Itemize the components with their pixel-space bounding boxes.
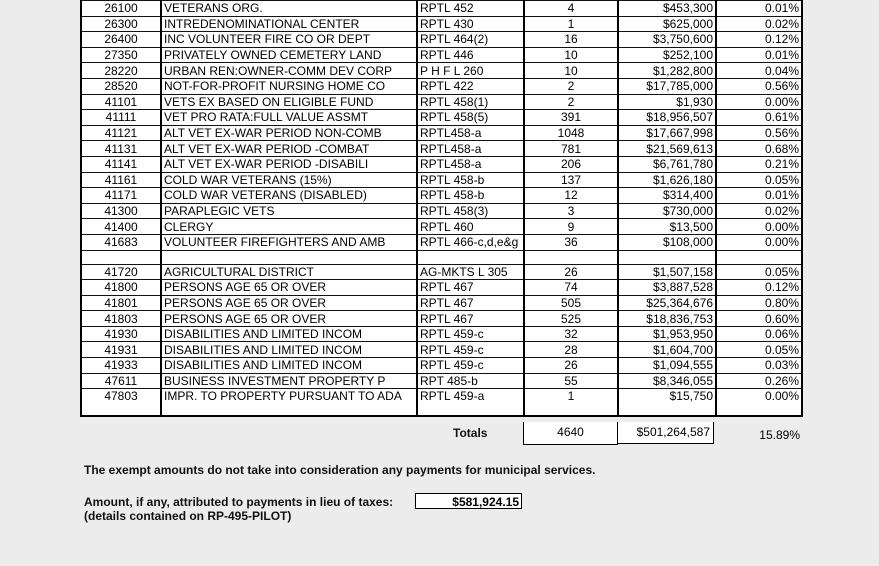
exempt-value-cell: $1,094,555 <box>618 358 716 374</box>
exempt-amounts-note: The exempt amounts do not take into consideration any payments for municipal services. <box>84 463 596 477</box>
exemption-code-cell: 41101 <box>81 94 161 110</box>
percent-of-value-cell: 0.01% <box>716 188 802 204</box>
percent-of-value-cell: 0.05% <box>716 264 802 280</box>
table-row <box>81 125 802 141</box>
percent-of-value-cell: 0.12% <box>716 32 802 48</box>
exemption-description-cell <box>161 250 417 264</box>
percent-of-value-cell: 0.02% <box>716 203 802 219</box>
statutory-authority-cell: RPTL 452 <box>417 1 524 17</box>
statutory-authority-cell: RPTL 459-c <box>417 326 524 342</box>
exemption-description-cell: VETS EX BASED ON ELIGIBLE FUND <box>161 94 417 110</box>
table-row <box>81 78 802 94</box>
pilot-label-line1: Amount, if any, attributed to payments in lieu of taxes: <box>84 495 394 509</box>
statutory-authority-cell: RPTL 460 <box>417 219 524 235</box>
table-row <box>81 110 802 126</box>
parcel-count-cell: 1 <box>524 16 618 32</box>
table-row <box>81 141 802 157</box>
exemption-code-cell: 41111 <box>81 110 161 126</box>
exemption-code-cell: 41720 <box>81 264 161 280</box>
exemption-description-cell: PERSONS AGE 65 OR OVER <box>161 295 417 311</box>
exempt-value-cell: $6,761,780 <box>618 156 716 172</box>
exemption-table-wrapper <box>80 0 801 417</box>
statutory-authority-cell: AG-MKTS L 305 <box>417 264 524 280</box>
statutory-authority-cell: RPTL 446 <box>417 47 524 63</box>
exemption-code-cell: 26300 <box>81 16 161 32</box>
table-row <box>81 94 802 110</box>
statutory-authority-cell: RPT 485-b <box>417 373 524 389</box>
exempt-value-cell: $8,346,055 <box>618 373 716 389</box>
percent-of-value-cell: 0.01% <box>716 1 802 17</box>
parcel-count-cell: 16 <box>524 32 618 48</box>
exemption-description-cell: ALT VET EX-WAR PERIOD -DISABILI <box>161 156 417 172</box>
exemption-table <box>80 0 803 417</box>
exempt-value-cell: $18,836,753 <box>618 311 716 327</box>
table-row <box>81 358 802 374</box>
table-row <box>81 295 802 311</box>
table-row <box>81 280 802 296</box>
percent-of-value-cell: 0.56% <box>716 78 802 94</box>
parcel-count-cell: 2 <box>524 78 618 94</box>
exemption-code-cell: 27350 <box>81 47 161 63</box>
exempt-value-cell: $1,930 <box>618 94 716 110</box>
statutory-authority-cell: RPTL458-a <box>417 141 524 157</box>
exemption-code-cell: 26100 <box>81 1 161 17</box>
exemption-description-cell: PERSONS AGE 65 OR OVER <box>161 280 417 296</box>
table-row <box>81 373 802 389</box>
statutory-authority-cell: RPTL 459-c <box>417 342 524 358</box>
percent-of-value-cell: 0.26% <box>716 373 802 389</box>
statutory-authority-cell: RPTL 458-b <box>417 172 524 188</box>
exemption-description-cell: NOT-FOR-PROFIT NURSING HOME CO <box>161 78 417 94</box>
exemption-description-cell: COLD WAR VETERANS (15%) <box>161 172 417 188</box>
totals-label: Totals <box>453 426 488 440</box>
parcel-count-cell: 1048 <box>524 125 618 141</box>
table-row <box>81 389 802 417</box>
parcel-count-cell: 206 <box>524 156 618 172</box>
exemption-code-cell: 41930 <box>81 326 161 342</box>
exemption-description-cell: INTREDENOMINATIONAL CENTER <box>161 16 417 32</box>
exemption-description-cell: ALT VET EX-WAR PERIOD -COMBAT <box>161 141 417 157</box>
exemption-code-cell: 28220 <box>81 63 161 79</box>
exempt-value-cell: $17,785,000 <box>618 78 716 94</box>
exemption-code-cell: 47611 <box>81 373 161 389</box>
table-row <box>81 63 802 79</box>
exempt-value-cell: $1,282,800 <box>618 63 716 79</box>
table-row <box>81 219 802 235</box>
percent-of-value-cell: 0.00% <box>716 389 802 417</box>
exemption-description-cell: BUSINESS INVESTMENT PROPERTY P <box>161 373 417 389</box>
parcel-count-cell: 26 <box>524 264 618 280</box>
exemption-code-cell: 41300 <box>81 203 161 219</box>
parcel-count-cell: 10 <box>524 63 618 79</box>
pilot-label <box>84 495 393 523</box>
table-row <box>81 326 802 342</box>
exemption-code-cell: 41171 <box>81 188 161 204</box>
parcel-count-cell: 3 <box>524 203 618 219</box>
exempt-value-cell: $1,507,158 <box>618 264 716 280</box>
percent-of-value-cell <box>716 250 802 264</box>
parcel-count-cell: 2 <box>524 94 618 110</box>
statutory-authority-cell <box>417 250 524 264</box>
exempt-value-cell: $13,500 <box>618 219 716 235</box>
statutory-authority-cell: RPTL 458-b <box>417 188 524 204</box>
exempt-value-cell: $1,604,700 <box>618 342 716 358</box>
parcel-count-cell: 26 <box>524 358 618 374</box>
parcel-count-cell: 525 <box>524 311 618 327</box>
exemption-description-cell: VOLUNTEER FIREFIGHTERS AND AMB <box>161 234 417 250</box>
exempt-value-cell: $15,750 <box>618 389 716 417</box>
pilot-amount-value: $581,924.15 <box>415 493 522 509</box>
percent-of-value-cell: 0.00% <box>716 234 802 250</box>
exemption-code-cell: 41803 <box>81 311 161 327</box>
statutory-authority-cell: RPTL 422 <box>417 78 524 94</box>
statutory-authority-cell: RPTL 467 <box>417 295 524 311</box>
statutory-authority-cell: RPTL 467 <box>417 311 524 327</box>
exempt-value-cell: $25,364,676 <box>618 295 716 311</box>
parcel-count-cell: 12 <box>524 188 618 204</box>
table-row <box>81 172 802 188</box>
parcel-count-cell: 9 <box>524 219 618 235</box>
exemption-table-body <box>81 1 802 417</box>
exempt-value-cell: $3,750,600 <box>618 32 716 48</box>
statutory-authority-cell: RPTL 459-a <box>417 389 524 417</box>
totals-parcels: 4640 <box>523 422 618 445</box>
exemption-code-cell: 26400 <box>81 32 161 48</box>
percent-of-value-cell: 0.03% <box>716 358 802 374</box>
table-row <box>81 342 802 358</box>
exemption-code-cell: 41400 <box>81 219 161 235</box>
exemption-description-cell: AGRICULTURAL DISTRICT <box>161 264 417 280</box>
exemption-code-cell: 28520 <box>81 78 161 94</box>
percent-of-value-cell: 0.05% <box>716 172 802 188</box>
statutory-authority-cell: RPTL 459-c <box>417 358 524 374</box>
exemption-code-cell: 41933 <box>81 358 161 374</box>
exemption-code-cell: 41800 <box>81 280 161 296</box>
parcel-count-cell: 137 <box>524 172 618 188</box>
parcel-count-cell: 781 <box>524 141 618 157</box>
exemption-code-cell: 41141 <box>81 156 161 172</box>
statutory-authority-cell: RPTL 466-c,d,e&g <box>417 234 524 250</box>
parcel-count-cell: 32 <box>524 326 618 342</box>
percent-of-value-cell: 0.00% <box>716 94 802 110</box>
exemption-description-cell: DISABILITIES AND LIMITED INCOM <box>161 358 417 374</box>
exempt-value-cell: $17,667,998 <box>618 125 716 141</box>
exemption-code-cell: 41931 <box>81 342 161 358</box>
exemption-code-cell: 41161 <box>81 172 161 188</box>
exemption-description-cell: ALT VET EX-WAR PERIOD NON-COMB <box>161 125 417 141</box>
parcel-count-cell: 391 <box>524 110 618 126</box>
parcel-count-cell: 1 <box>524 389 618 417</box>
statutory-authority-cell: RPTL 464(2) <box>417 32 524 48</box>
table-row <box>81 234 802 250</box>
totals-value: $501,264,587 <box>617 422 714 444</box>
exempt-value-cell: $625,000 <box>618 16 716 32</box>
exemption-code-cell: 47803 <box>81 389 161 417</box>
percent-of-value-cell: 0.00% <box>716 219 802 235</box>
exemption-description-cell: IMPR. TO PROPERTY PURSUANT TO ADA <box>161 389 417 417</box>
percent-of-value-cell: 0.05% <box>716 342 802 358</box>
percent-of-value-cell: 0.21% <box>716 156 802 172</box>
statutory-authority-cell: RPTL458-a <box>417 156 524 172</box>
exempt-value-cell: $3,887,528 <box>618 280 716 296</box>
statutory-authority-cell: RPTL 458(5) <box>417 110 524 126</box>
table-row <box>81 188 802 204</box>
exemption-description-cell: COLD WAR VETERANS (DISABLED) <box>161 188 417 204</box>
table-row <box>81 311 802 327</box>
percent-of-value-cell: 0.56% <box>716 125 802 141</box>
exemption-code-cell: 41131 <box>81 141 161 157</box>
percent-of-value-cell: 0.12% <box>716 280 802 296</box>
exemption-description-cell: VETERANS ORG. <box>161 1 417 17</box>
exempt-value-cell: $314,400 <box>618 188 716 204</box>
exemption-description-cell: URBAN REN:OWNER-COMM DEV CORP <box>161 63 417 79</box>
percent-of-value-cell: 0.61% <box>716 110 802 126</box>
statutory-authority-cell: RPTL458-a <box>417 125 524 141</box>
table-row <box>81 203 802 219</box>
statutory-authority-cell: RPTL 430 <box>417 16 524 32</box>
percent-of-value-cell: 0.68% <box>716 141 802 157</box>
exemption-description-cell: CLERGY <box>161 219 417 235</box>
exempt-value-cell: $453,300 <box>618 1 716 17</box>
percent-of-value-cell: 0.02% <box>716 16 802 32</box>
parcel-count-cell: 55 <box>524 373 618 389</box>
parcel-count-cell <box>524 250 618 264</box>
percent-of-value-cell: 0.01% <box>716 47 802 63</box>
exemption-code-cell <box>81 250 161 264</box>
statutory-authority-cell: RPTL 458(3) <box>417 203 524 219</box>
exemption-code-cell: 41121 <box>81 125 161 141</box>
exempt-value-cell: $1,953,950 <box>618 326 716 342</box>
exemption-code-cell: 41801 <box>81 295 161 311</box>
totals-percent: 15.89% <box>759 428 800 442</box>
parcel-count-cell: 36 <box>524 234 618 250</box>
table-row <box>81 47 802 63</box>
parcel-count-cell: 10 <box>524 47 618 63</box>
table-row <box>81 16 802 32</box>
exemption-description-cell: PARAPLEGIC VETS <box>161 203 417 219</box>
exemption-description-cell: DISABILITIES AND LIMITED INCOM <box>161 342 417 358</box>
parcel-count-cell: 4 <box>524 1 618 17</box>
exempt-value-cell: $18,956,507 <box>618 110 716 126</box>
exempt-value-cell: $108,000 <box>618 234 716 250</box>
exemption-description-cell: PERSONS AGE 65 OR OVER <box>161 311 417 327</box>
table-row-blank <box>81 250 802 264</box>
exemption-description-cell: DISABILITIES AND LIMITED INCOM <box>161 326 417 342</box>
percent-of-value-cell: 0.60% <box>716 311 802 327</box>
pilot-label-line2: (details contained on RP-495-PILOT) <box>84 509 292 523</box>
exempt-value-cell: $1,626,180 <box>618 172 716 188</box>
table-row <box>81 1 802 17</box>
exempt-value-cell: $21,569,613 <box>618 141 716 157</box>
table-row <box>81 156 802 172</box>
statutory-authority-cell: RPTL 467 <box>417 280 524 296</box>
exemption-code-cell: 41683 <box>81 234 161 250</box>
table-row <box>81 264 802 280</box>
exempt-value-cell <box>618 250 716 264</box>
percent-of-value-cell: 0.80% <box>716 295 802 311</box>
statutory-authority-cell: P H F L 260 <box>417 63 524 79</box>
statutory-authority-cell: RPTL 458(1) <box>417 94 524 110</box>
exemption-description-cell: VET PRO RATA:FULL VALUE ASSMT <box>161 110 417 126</box>
exempt-value-cell: $730,000 <box>618 203 716 219</box>
exemption-description-cell: PRIVATELY OWNED CEMETERY LAND <box>161 47 417 63</box>
parcel-count-cell: 74 <box>524 280 618 296</box>
table-row <box>81 32 802 48</box>
percent-of-value-cell: 0.04% <box>716 63 802 79</box>
parcel-count-cell: 28 <box>524 342 618 358</box>
percent-of-value-cell: 0.06% <box>716 326 802 342</box>
exemption-description-cell: INC VOLUNTEER FIRE CO OR DEPT <box>161 32 417 48</box>
exempt-value-cell: $252,100 <box>618 47 716 63</box>
parcel-count-cell: 505 <box>524 295 618 311</box>
